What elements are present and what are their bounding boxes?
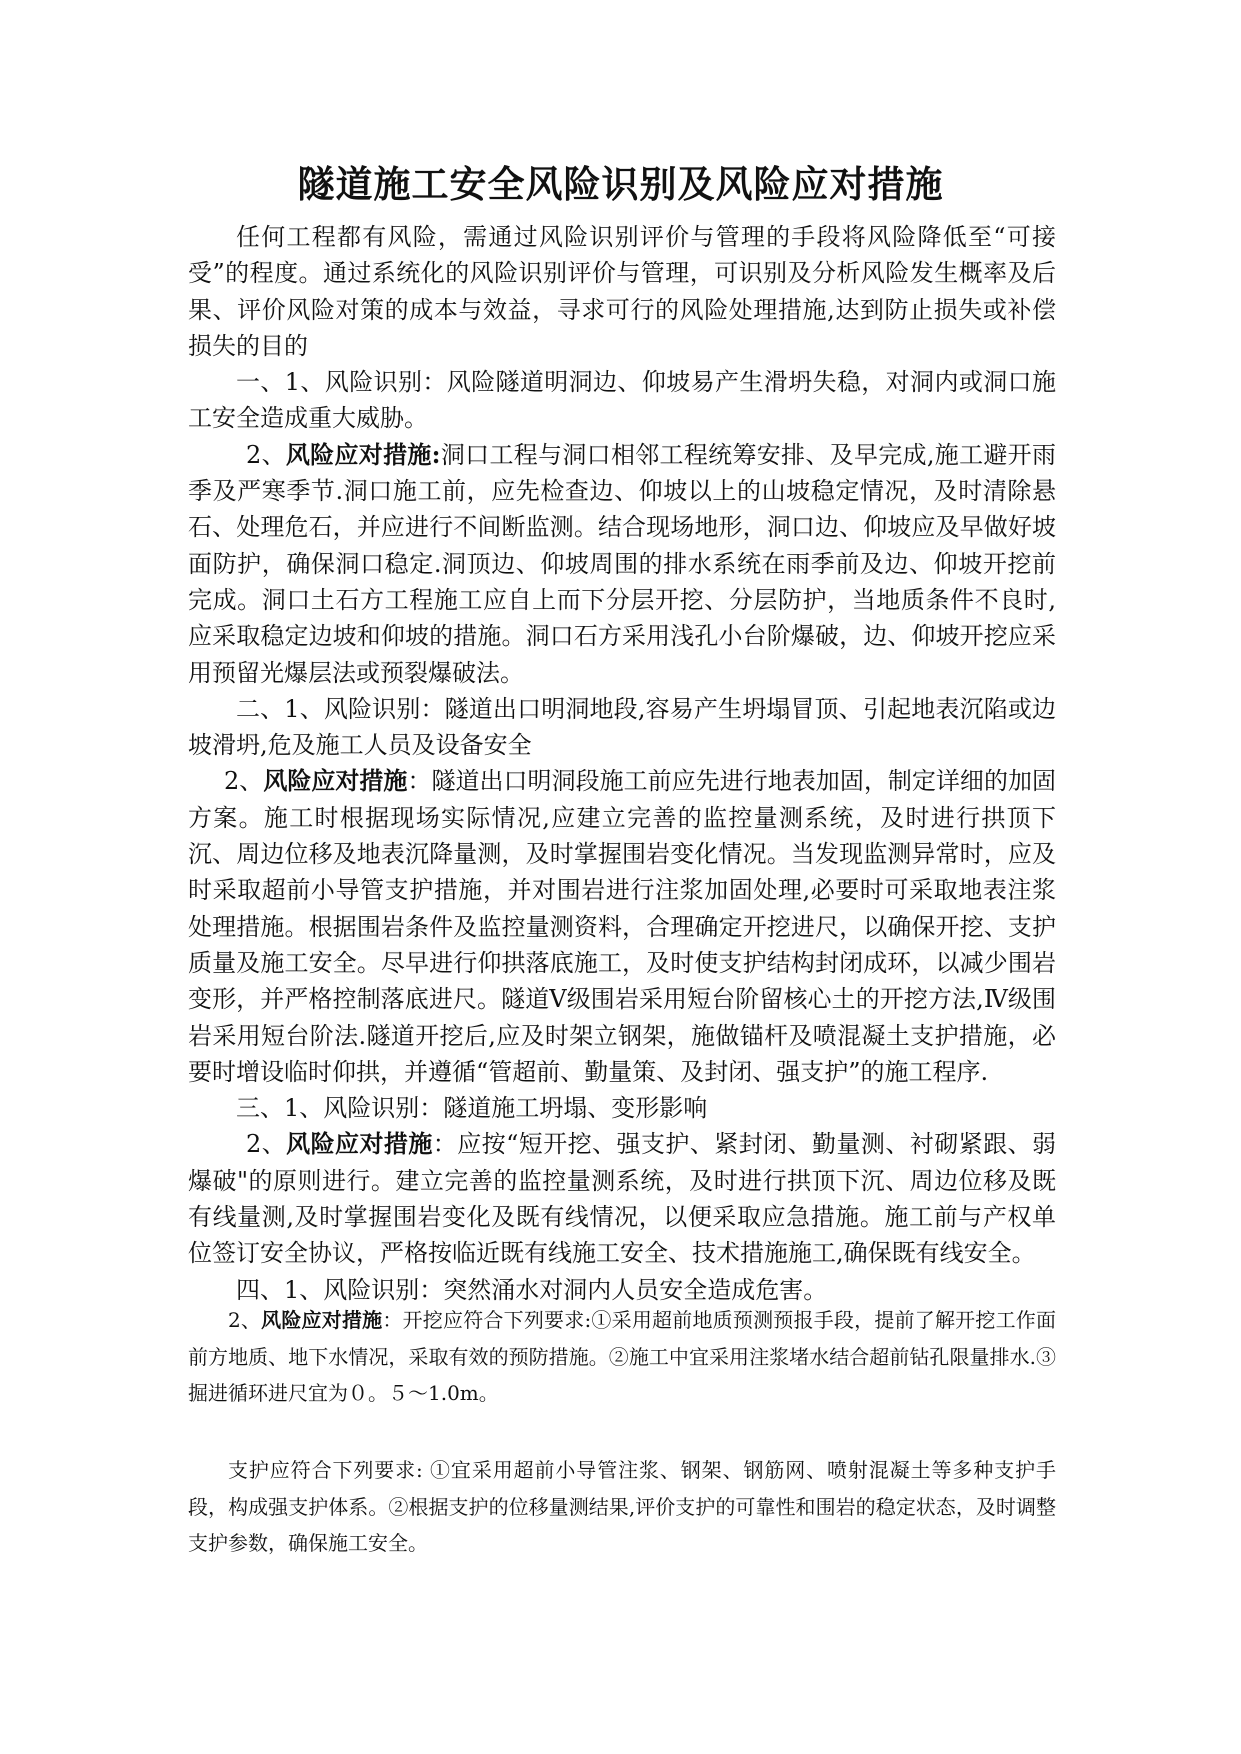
support-paragraph: 支护应符合下列要求: ①宜采用超前小导管注浆、钢架、钢筋网、喷射混凝土等多种支护手段，构成强支护体系。②根据支护的位移量测结果,评价支护的可靠性和围岩的稳定状态，及时调整支护参数，确保施工安全。 xyxy=(188,1458,1056,1555)
section-1-measure xyxy=(188,437,1056,691)
section-2-measure-prefix: 2、 xyxy=(224,767,264,796)
section-3-measure xyxy=(188,1126,1056,1271)
section-2-measure-label: 风险应对措施 xyxy=(263,766,408,796)
section-4-measure-block xyxy=(188,1302,1056,1412)
document-title: 隧道施工安全风险识别及风险应对措施 xyxy=(297,162,944,206)
section-4-measure-text: ：开挖应符合下列要求:①采用超前地质预测预报手段，提前了解开挖工作面前方地质、地下水情况，采取有效的预防措施。②施工中宜采用注浆堵水结合超前钻孔限量排水.③掘进循环进尺宜为０。５～1.0m。 xyxy=(188,1308,1056,1405)
section-2-risk: 二、1、风险识别：隧道出口明洞地段,容易产生坍塌冒顶、引起地表沉陷或边坡滑坍,危及施工人员及设备安全 xyxy=(188,694,1056,760)
section-1-measure-label: 风险应对措施: xyxy=(285,439,441,469)
section-3-measure-prefix: 2、 xyxy=(246,1130,287,1159)
section-2-measure xyxy=(188,763,1056,1090)
intro-paragraph: 任何工程都有风险，需通过风险识别评价与管理的手段将风险降低至“可接受”的程度。通过系统化的风险识别评价与管理，可识别及分析风险发生概率及后果、评价风险对策的成本与效益，寻求可行的风险处理措施,达到防止损失或补偿损失的目的 xyxy=(188,223,1056,360)
section-4-measure xyxy=(188,1302,1056,1412)
section-3-risk: 三、1、风险识别：隧道施工坍塌、变形影响 xyxy=(236,1094,708,1123)
section-1-risk: 一、1、风险识别：风险隧道明洞边、仰坡易产生滑坍失稳，对洞内或洞口施工安全造成重大威胁。 xyxy=(188,368,1056,433)
section-4-measure-prefix: 2、 xyxy=(228,1308,262,1332)
section-1-measure-prefix: 2、 xyxy=(246,440,286,469)
section-2-measure-text: ：隧道出口明洞段施工前应先进行地表加固，制定详细的加固方案。施工时根据现场实际情况,应建立完善的监控量测系统，及时进行拱顶下沉、周边位移及地表沉降量测，及时掌握围岩变化情况。当发现监测异常时，应及时采取超前小导管支护措施，并对围岩进行注浆加固处理,必要时可采取地表注浆处理措施。根据围岩条件及监控量测资料，合理确定开挖进尺，以确保开挖、支护质量及施工安全。尽早进行仰拱落底施工，及时使支护结构封闭成环，以减少围岩变形，并严格控制落底进尺。隧道Ⅴ级围岩采用短台阶留核心土的开挖方法,Ⅳ级围岩采用短台阶法.隧道开挖后,应及时架立钢架，施做锚杆及喷混凝土支护措施，必要时增设临时仰拱，并遵循“管超前、勤量策、及封闭、强支护”的施工程序. xyxy=(188,767,1057,1086)
support-block xyxy=(188,1452,1056,1562)
section-4-risk: 四、1、风险识别：突然涌水对洞内人员安全造成危害。 xyxy=(236,1275,828,1304)
section-3-measure-label: 风险应对措施 xyxy=(286,1129,433,1159)
main-text-block xyxy=(188,219,1056,1308)
section-3-measure-text: ：应按“短开挖、强支护、紧封闭、勤量测、衬砌紧跟、弱爆破"的原则进行。建立完善的监控量测系统，及时进行拱顶下沉、周边位移及既有线量测,及时掌握围岩变化及既有线情况，以便采取应急措施。施工前与产权单位签订安全协议，严格按临近既有线施工安全、技术措施施工,确保既有线安全。 xyxy=(188,1130,1056,1268)
section-1-measure-text: 洞口工程与洞口相邻工程统筹安排、及早完成,施工避开雨季及严寒季节.洞口施工前，应先检查边、仰坡以上的山坡稳定情况，及时清除悬石、处理危石，并应进行不间断监测。结合现场地形，洞口边、仰坡应及早做好坡面防护，确保洞口稳定.洞顶边、仰坡周围的排水系统在雨季前及边、仰坡开挖前完成。洞口土石方工程施工应自上而下分层开挖、分层防护，当地质条件不良时,应采取稳定边坡和仰坡的措施。洞口石方采用浅孔小台阶爆破，边、仰坡开挖应采用预留光爆层法或预裂爆破法。 xyxy=(188,440,1056,687)
section-4-measure-label: 风险应对措施 xyxy=(261,1308,383,1332)
